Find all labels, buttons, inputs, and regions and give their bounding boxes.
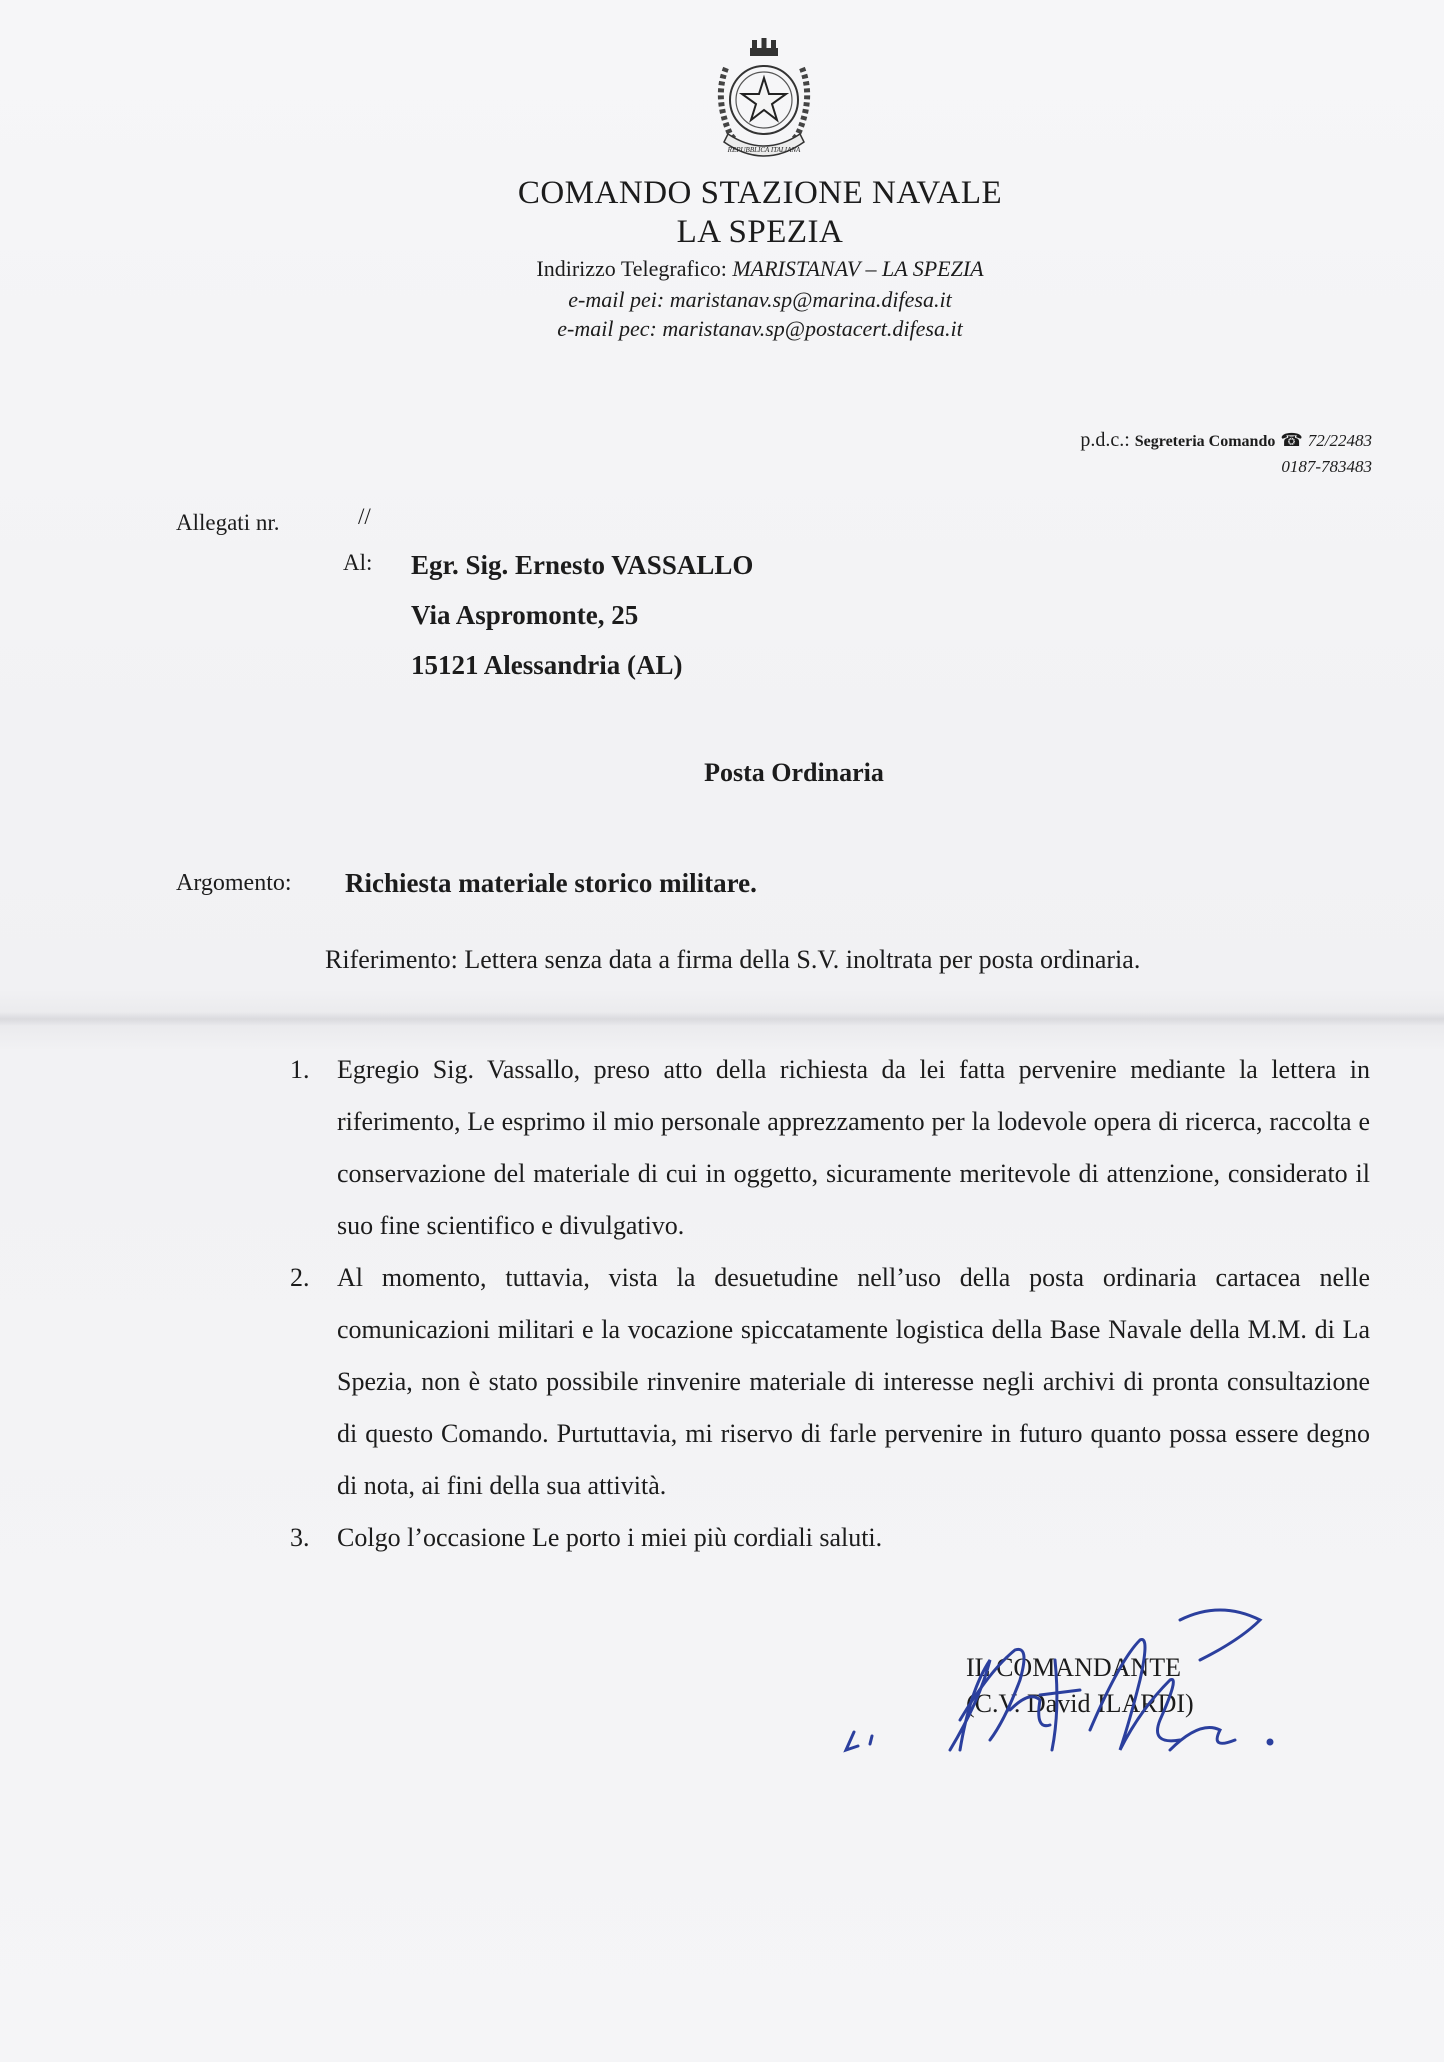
telegraphic-address <box>0 256 1444 282</box>
pdc-office: Segreteria Comando <box>1134 433 1276 450</box>
allegati-value: // <box>358 504 371 529</box>
list-item <box>290 1252 1370 1512</box>
subject-label: Argomento: <box>176 870 292 896</box>
email-pei[interactable]: e-mail pei: maristanav.sp@marina.difesa.it <box>568 287 952 312</box>
allegati-label: Allegati nr. <box>176 510 280 535</box>
handwritten-signature <box>840 1600 1320 1770</box>
command-city: LA SPEZIA <box>676 214 844 250</box>
command-title: COMANDO STAZIONE NAVALE <box>517 175 1003 211</box>
telephone-icon: ☎ <box>1280 430 1303 450</box>
svg-text:REPUBBLICA ITALIANA: REPUBBLICA ITALIANA <box>727 146 801 154</box>
telegraphic-address-value: MARISTANAV – LA SPEZIA <box>732 256 984 281</box>
recipient-address <box>411 540 753 690</box>
pdc-label: p.d.c.: <box>1080 429 1135 451</box>
paragraph-number: 2. <box>290 1263 310 1292</box>
email-pec[interactable]: e-mail pec: maristanav.sp@postacert.difesa.it <box>557 316 963 341</box>
delivery-method: Posta Ordinaria <box>704 758 884 787</box>
recipient-city: 15121 Alessandria (AL) <box>411 650 683 680</box>
paragraph-list <box>290 1044 1370 1564</box>
paragraph-number: 1. <box>290 1055 310 1084</box>
recipient-label: Al: <box>343 550 373 575</box>
recipient-street: Via Aspromonte, 25 <box>411 600 639 630</box>
paragraph-text: Egregio Sig. Vassallo, preso atto della richiesta da lei fatta pervenire mediante la lettera in riferimento, Le esprimo il mio personale apprezzamento per la lodevole opera di ricerca, raccolta e conservazione del materiale di cui in oggetto, sicuramente meritevole di attenzione, considerato il suo fine scientifico e divulgativo. <box>337 1055 1370 1240</box>
reference-line: Riferimento: Lettera senza data a firma della S.V. inoltrata per posta ordinaria. <box>325 945 1141 974</box>
paragraph-number: 3. <box>290 1523 310 1552</box>
paragraph-text: Al momento, tuttavia, vista la desuetudine nell’uso della posta ordinaria cartacea nelle comunicazioni militari e la vocazione spiccatamente logistica della Base Navale della M.M. di La Spezia, non è stato possibile rinvenire materiale di interesse negli archivi di pronta consultazione di questo Comando. Purtuttavia, mi riservo di farle pervenire in futuro quanto possa essere degno di nota, ai fini della sua attività. <box>337 1263 1370 1500</box>
point-of-contact <box>1080 428 1372 479</box>
signatory-name: (C.V. David ILARDI) <box>966 1689 1194 1718</box>
paragraph-text: Colgo l’occasione Le porto i miei più cordiali saluti. <box>337 1523 883 1552</box>
italian-republic-emblem-icon <box>696 38 832 170</box>
pdc-phone-2: 0187-783483 <box>1281 457 1372 476</box>
pdc-phone-1: 72/22483 <box>1307 431 1372 450</box>
subject-text: Richiesta materiale storico militare. <box>345 868 757 898</box>
list-item <box>290 1044 1370 1252</box>
recipient-name: Egr. Sig. Ernesto VASSALLO <box>411 550 754 580</box>
telegraphic-address-label: Indirizzo Telegrafico: <box>536 256 733 281</box>
pdc-line-1 <box>1080 428 1372 454</box>
list-item <box>290 1512 1370 1564</box>
paper-fold-crease <box>0 1012 1444 1026</box>
signatory-title: IL COMANDANTE <box>966 1653 1181 1682</box>
